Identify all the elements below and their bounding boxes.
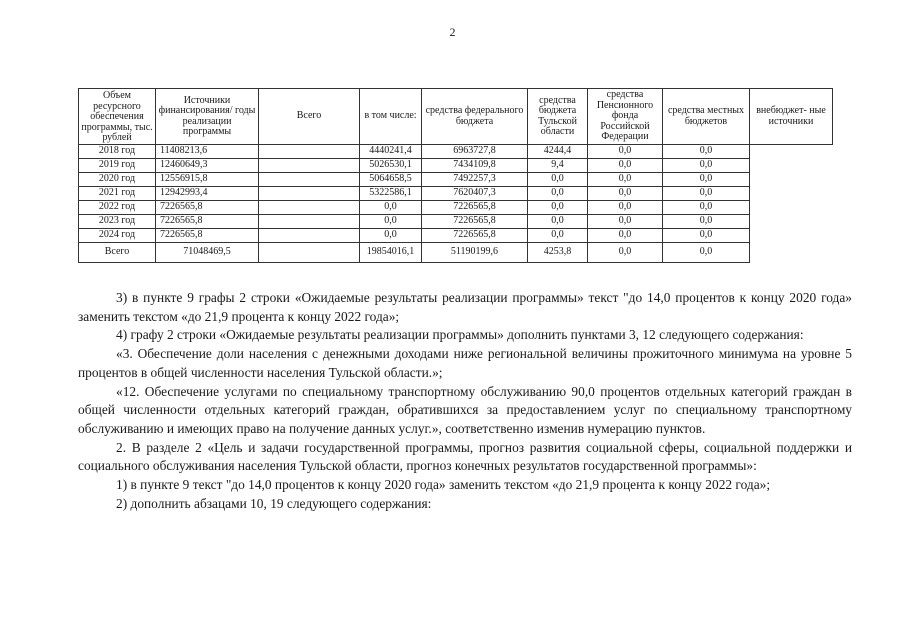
row-federal: 0,0 [360, 215, 422, 229]
table-row [79, 187, 833, 201]
table-row [79, 145, 833, 159]
total-local: 0,0 [588, 243, 663, 263]
row-total: 12556915,8 [156, 173, 259, 187]
header-regional: средства бюджета Тульской области [528, 89, 588, 145]
row-extra: 0,0 [663, 145, 750, 159]
row-federal: 0,0 [360, 229, 422, 243]
row-total: 12942993,4 [156, 187, 259, 201]
resource-table [78, 88, 833, 263]
row-pension: 0,0 [528, 215, 588, 229]
header-pension: средства Пенсионного фонда Российской Федерации [588, 89, 663, 145]
row-total: 7226565,8 [156, 229, 259, 243]
row-extra: 0,0 [663, 229, 750, 243]
row-regional: 7226565,8 [422, 215, 528, 229]
row-local: 0,0 [588, 215, 663, 229]
row-total: 12460649,3 [156, 159, 259, 173]
row-total: 7226565,8 [156, 215, 259, 229]
row-federal: 5026530,1 [360, 159, 422, 173]
row-year: 2021 год [79, 187, 156, 201]
row-local: 0,0 [588, 201, 663, 215]
row-pension: 9,4 [528, 159, 588, 173]
row-year: 2018 год [79, 145, 156, 159]
row-extra: 0,0 [663, 215, 750, 229]
row-year: 2024 год [79, 229, 156, 243]
total-including [259, 243, 360, 263]
row-year: 2022 год [79, 201, 156, 215]
row-pension: 0,0 [528, 201, 588, 215]
row-including [259, 159, 360, 173]
row-total: 7226565,8 [156, 201, 259, 215]
row-extra: 0,0 [663, 173, 750, 187]
row-regional: 7620407,3 [422, 187, 528, 201]
table-label-cell: Объем ресурсного обеспечения программы, тыс. рублей [79, 89, 156, 145]
row-extra: 0,0 [663, 159, 750, 173]
row-including [259, 187, 360, 201]
table-row [79, 215, 833, 229]
document-body [78, 289, 852, 513]
header-sources: Источники финансирования/ годы реализации программы [156, 89, 259, 145]
row-pension: 0,0 [528, 173, 588, 187]
row-extra: 0,0 [663, 201, 750, 215]
row-extra: 0,0 [663, 187, 750, 201]
table-row [79, 159, 833, 173]
paragraph: «12. Обеспечение услугами по специальному транспортному обслуживанию 90,0 процентов отдельных категорий граждан в общей численности отдельных категорий граждан, обратившихся за предоставлением услуг по специальному транспортному обслуживанию и имеющих право на получение данных услуг.», соответственно изменив нумерацию пунктов. [78, 383, 852, 436]
header-including: в том числе: [360, 89, 422, 145]
row-federal: 5322586,1 [360, 187, 422, 201]
header-federal: средства федерального бюджета [422, 89, 528, 145]
row-local: 0,0 [588, 187, 663, 201]
row-local: 0,0 [588, 159, 663, 173]
total-total: 71048469,5 [156, 243, 259, 263]
row-regional: 7434109,8 [422, 159, 528, 173]
table-row [79, 173, 833, 187]
row-local: 0,0 [588, 229, 663, 243]
header-extra: внебюджет- ные источники [750, 89, 833, 145]
row-including [259, 145, 360, 159]
row-regional: 7492257,3 [422, 173, 528, 187]
paragraph: 1) в пункте 9 текст "до 14,0 процентов к концу 2020 года» заменить текстом «до 21,9 процента к концу 2022 года»; [116, 477, 771, 493]
table-row [79, 229, 833, 243]
row-including [259, 201, 360, 215]
total-label: Всего [79, 243, 156, 263]
row-pension: 0,0 [528, 187, 588, 201]
total-extra: 0,0 [663, 243, 750, 263]
row-local: 0,0 [588, 173, 663, 187]
total-federal: 19854016,1 [360, 243, 422, 263]
row-year: 2019 год [79, 159, 156, 173]
row-regional: 7226565,8 [422, 229, 528, 243]
paragraph: 2) дополнить абзацами 10, 19 следующего содержания: [116, 495, 432, 511]
row-federal: 4440241,4 [360, 145, 422, 159]
row-regional: 6963727,8 [422, 145, 528, 159]
row-total: 11408213,6 [156, 145, 259, 159]
paragraph: 2. В разделе 2 «Цель и задачи государственной программы, прогноз развития социальной сферы, социальной поддержки и социального обслуживания населения Тульской области, прогноз конечных результатов государственной программы»: [78, 439, 852, 474]
total-regional: 51190199,6 [422, 243, 528, 263]
page-number: 2 [449, 25, 456, 39]
table-row [79, 201, 833, 215]
row-federal: 5064658,5 [360, 173, 422, 187]
paragraph: 3) в пункте 9 графы 2 строки «Ожидаемые результаты реализации программы» текст "до 14,0 процентов к концу 2020 года» заменить текстом «до 21,9 процента к концу 2022 года»; [78, 290, 852, 324]
row-pension: 0,0 [528, 229, 588, 243]
row-local: 0,0 [588, 145, 663, 159]
row-including [259, 173, 360, 187]
row-federal: 0,0 [360, 201, 422, 215]
row-year: 2020 год [79, 173, 156, 187]
row-regional: 7226565,8 [422, 201, 528, 215]
paragraph: «3. Обеспечение доли населения с денежными доходами ниже региональной величины прожиточного минимума на уровне 5 процентов в общей численности населения Тульской области.»; [78, 346, 852, 380]
row-including [259, 229, 360, 243]
table-total-row [79, 243, 833, 263]
row-including [259, 215, 360, 229]
header-local: средства местных бюджетов [663, 89, 750, 145]
row-pension: 4244,4 [528, 145, 588, 159]
paragraph: 4) графу 2 строки «Ожидаемые результаты реализации программы» дополнить пунктами 3, 12 следующего содержания: [116, 327, 804, 343]
row-year: 2023 год [79, 215, 156, 229]
header-total: Всего [259, 89, 360, 145]
total-pension: 4253,8 [528, 243, 588, 263]
